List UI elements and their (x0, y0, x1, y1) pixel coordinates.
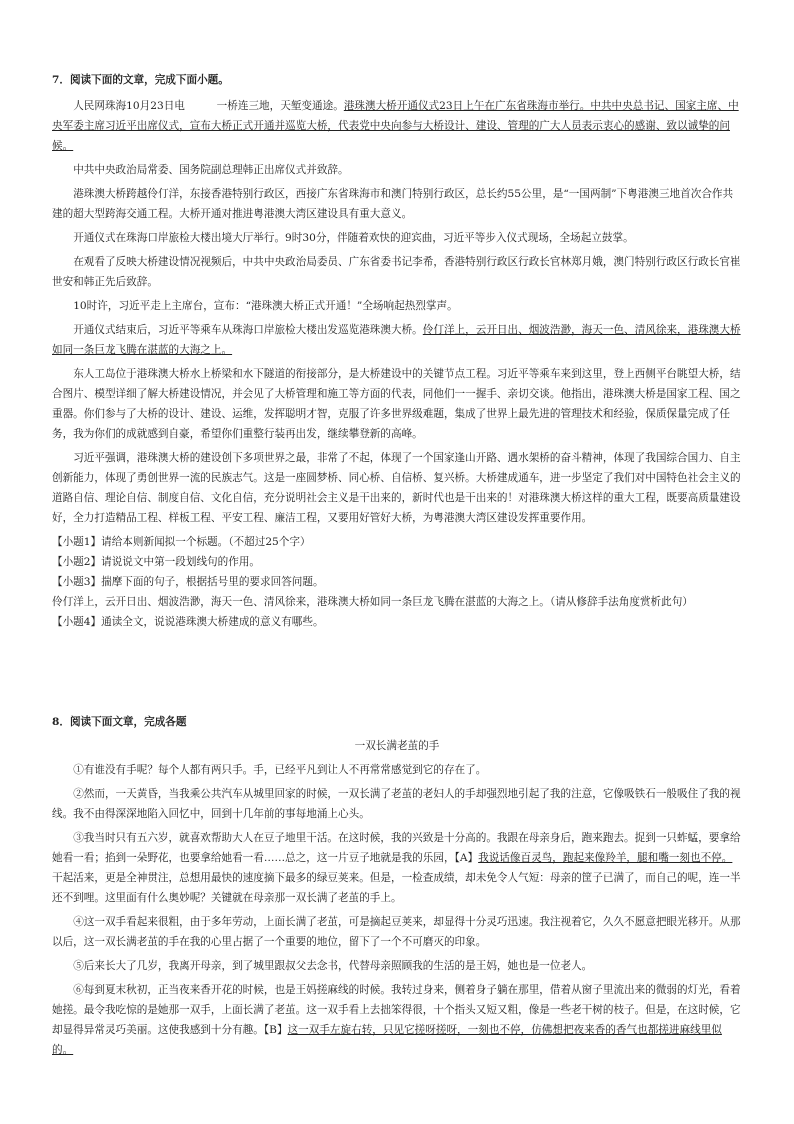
q8-p3-text-b: 干起活来，更是全神贯注，总想用最快的速度摘下最多的绿豆荚来。但是，一检查成绩，却未免令人气短：母亲的筐子已满了，而自己的呢，连一半还不到哩。这里面有什么奥妙呢？关键就在母亲那一双长满了老茧的手上。 (52, 872, 741, 904)
q8-p6-underlined-sentence-b: 这一双手左旋右转，只见它搓呀搓呀，一刻也不停，仿佛想把夜来香的香气也都搓进麻线里似的。 (52, 1024, 722, 1056)
q8-paragraph-5: ⑤后来长大了几岁，我离开母亲，到了城里跟叔父去念书，代替母亲照顾我的生活的是王妈，她也是一位老人。 (73, 960, 593, 972)
q8-paragraph-4: ④这一双手看起来很粗，由于多年劳动，上面长满了老茧，可是摘起豆荚来，却显得十分灵巧迅速。我注视着它，久久不愿意把眼光移开。从那以后，这一双长满老茧的手在我的心里占据了一个重要的地位，留下了一个不可磨灭的印象。 (52, 916, 741, 948)
q7-subquestion-3-sentence: 伶仃洋上，云开日出、烟波浩渺，海天一色、清风徐来，港珠澳大桥如同一条巨龙飞腾在湛蓝的大海之上。（请从修辞手法角度赏析此句） (52, 596, 693, 608)
q8-p3-underlined-sentence-a: 我说话像百灵鸟，跑起来像羚羊，腿和嘴一刻也不停。 (478, 852, 733, 864)
q7-p1-text: 人民网珠海10月23日电 一桥连三地，天堑变通途。 (73, 100, 344, 112)
q7-paragraph-2: 中共中央政治局常委、国务院副总理韩正出席仪式并致辞。 (73, 164, 349, 176)
q7-heading: 7．阅读下面的文章，完成下面小题。 (52, 74, 229, 86)
q8-paragraph-6 (52, 980, 742, 1060)
q7-p7-text: 开通仪式结束后，习近平等乘车从珠海口岸旅检大楼出发巡览港珠澳大桥。 (73, 324, 423, 336)
q7-paragraph-1 (52, 96, 742, 156)
q8-p6-text: ⑥每到夏末秋初，正当夜来香开花的时候，也是王妈搓麻线的时候。我转过身来，侧着身子躺在那里，借着从窗子里流出来的微弱的灯光，看着她搓。最令我吃惊的是她那一双手，上面长满了老茧。这一双手看上去拙笨得很，十个指头又短又粗，像是一些老干树的枝子。但是，在这时候，它却显得异常灵巧美丽。这使我感到十分有趣。【B】 (52, 984, 741, 1036)
q7-subquestions (52, 532, 742, 632)
q8-paragraph-2: ②然而，一天黄昏，当我乘公共汽车从城里回家的时候，一双长满了老茧的老妇人的手却强烈地引起了我的注意，它像吸铁石一般吸住了我的视线。我不由得深深地陷入回忆中，回到十几年前的事每地涌上心头。 (52, 788, 741, 820)
q7-subquestion-1: 【小题1】请给本则新闻拟一个标题。（不超过25个字） (52, 536, 311, 548)
q8-p3-text-a: ③我当时只有五六岁，就喜欢帮助大人在豆子地里干活。在这时候，我的兴致是十分高的。我跟在母亲身后，跑来跑去。捉到一只蚱蜢，要拿给她看一看；掐到一朵野花，也要拿给她看一看……总之，这一片豆子地就是我的乐园，【A】 (52, 832, 741, 864)
q8-heading: 8．阅读下面文章，完成各题 (52, 716, 187, 728)
question-8 (52, 712, 742, 1060)
q7-paragraph-4: 开通仪式在珠海口岸旅检大楼出境大厅举行。9时30分，伴随着欢快的迎宾曲，习近平等步入仪式现场，全场起立鼓掌。 (73, 232, 634, 244)
question-7 (52, 70, 742, 632)
q8-paragraph-1: ①有谁没有手呢？每个人都有两只手。手，已经平凡到让人不再常常感觉到它的存在了。 (73, 764, 487, 776)
q7-subquestion-4: 【小题4】通读全文，说说港珠澳大桥建成的意义有哪些。 (52, 616, 324, 628)
q7-paragraph-7 (52, 320, 742, 360)
q7-subquestion-3: 【小题3】揣摩下面的句子，根据括号里的要求回答问题。 (52, 576, 324, 588)
q8-paragraph-3 (52, 828, 742, 908)
q7-subquestion-2: 【小题2】请说说文中第一段划线句的作用。 (52, 556, 261, 568)
q7-paragraph-8: 东人工岛位于港珠澳大桥水上桥梁和水下隧道的衔接部分，是大桥建设中的关键节点工程。习近平等乘车来到这里，登上西侧平台眺望大桥，结合图片、模型详细了解大桥建设情况，并会见了大桥管理和施工等方面的代表，同他们一一握手、亲切交谈。他指出，港珠澳大桥是国家工程、国之重器。你们参与了大桥的设计、建设、运维，发挥聪明才智，克服了许多世界级难题，集成了世界上最先进的管理技术和经验，保质保量完成了任务，我为你们的成就感到自豪，希望你们重整行装再出发，继续攀登新的高峰。 (52, 368, 741, 440)
q7-p7-underlined-sentence: 伶仃洋上，云开日出、烟波浩渺，海天一色、清风徐来，港珠澳大桥如同一条巨龙飞腾在湛蓝的大海之上。 (52, 324, 741, 356)
q7-paragraph-6: 10时许，习近平走上主席台，宣布：“港珠澳大桥正式开通！”全场响起热烈掌声。 (73, 300, 458, 312)
q7-paragraph-3: 港珠澳大桥跨越伶仃洋，东接香港特别行政区，西接广东省珠海市和澳门特别行政区，总长约55公里，是“一国两制”下粤港澳三地首次合作共建的超大型跨海交通工程。大桥开通对推进粤港澳大湾区建设具有重大意义。 (52, 188, 734, 220)
q7-paragraph-5: 在观看了反映大桥建设情况视频后，中共中央政治局委员、广东省委书记李希，香港特别行政区行政长官林郑月娥，澳门特别行政区行政长官崔世安和韩正先后致辞。 (52, 256, 741, 288)
q7-paragraph-9: 习近平强调，港珠澳大桥的建设创下多项世界之最，非常了不起，体现了一个国家逢山开路、遇水架桥的奋斗精神，体现了我国综合国力、自主创新能力，体现了勇创世界一流的民族志气。这是一座圆梦桥、同心桥、自信桥、复兴桥。大桥建成通车，进一步坚定了我们对中国特色社会主义的道路自信、理论自信、制度自信、文化自信，充分说明社会主义是干出来的，新时代也是干出来的！对港珠澳大桥这样的重大工程，既要高质量建设好，全力打造精品工程、样板工程、平安工程、廉洁工程，又要用好管好大桥，为粤港澳大湾区建设发挥重要作用。 (52, 452, 741, 524)
q8-article-title: 一双长满老茧的手 (354, 740, 440, 752)
q7-p1-underlined-sentence: 港珠澳大桥开通仪式23日上午在广东省珠海市举行。中共中央总书记、国家主席、中央军委主席习近平出席仪式，宣布大桥正式开通并巡览大桥，代表党中央向参与大桥设计、建设、管理的广大人员表示衷心的感谢、致以诚挚的问候。 (52, 100, 739, 152)
